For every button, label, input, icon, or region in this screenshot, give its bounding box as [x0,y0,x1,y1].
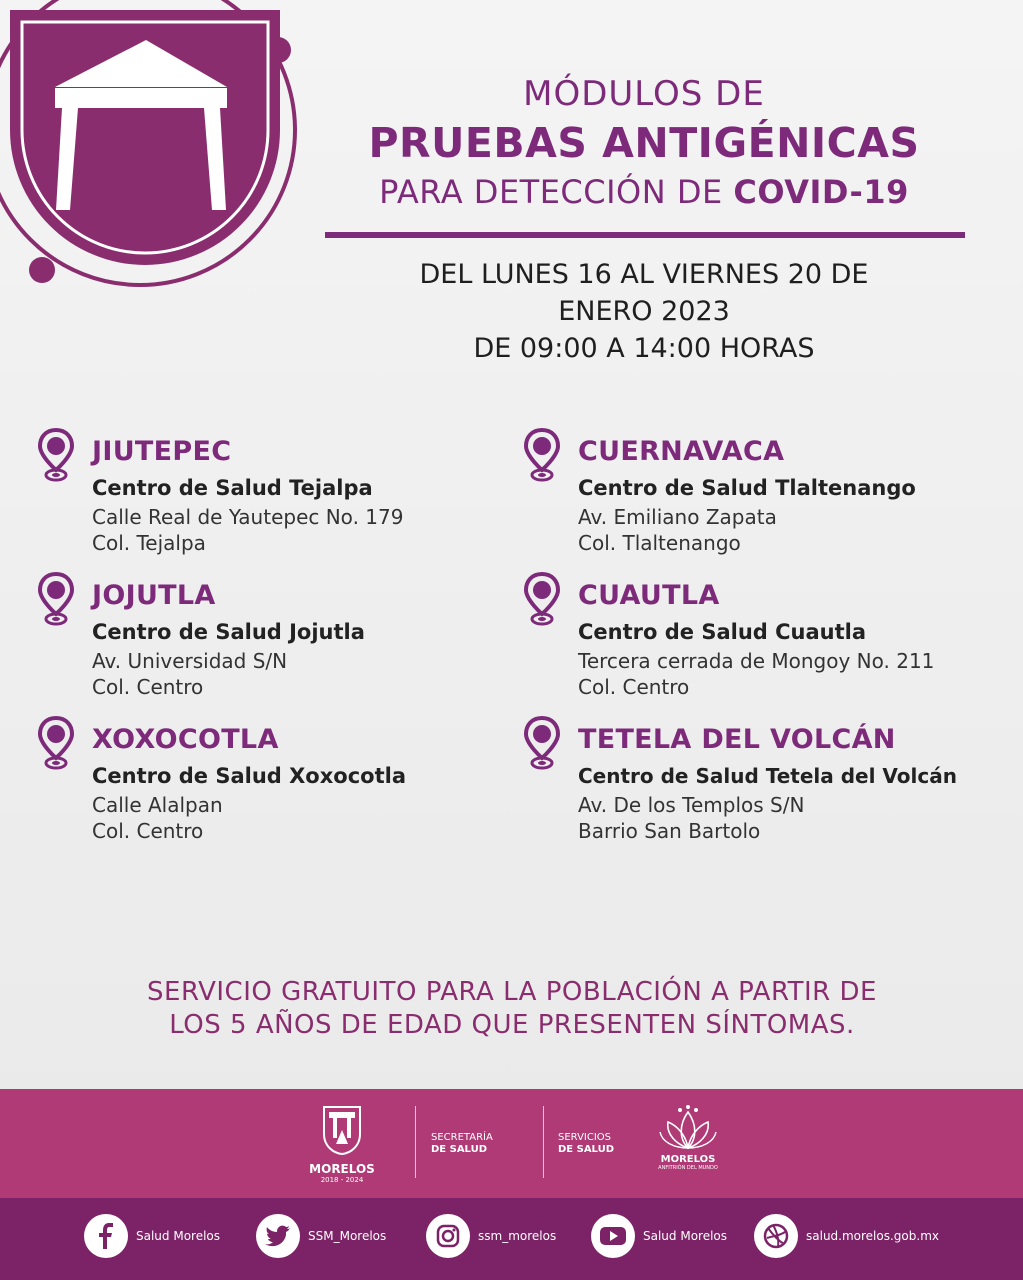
anfitrion-tagline: ANFITRIÓN DEL MUNDO [658,1165,718,1171]
location-colony: Col. Tlaltenango [578,531,741,555]
social-instagram[interactable] [426,1213,556,1259]
service-line1: SERVICIO GRATUITO PARA LA POBLACIÓN A PARTIR DE [147,977,877,1007]
social-label[interactable]: Salud Morelos [643,1229,728,1243]
title-divider [325,232,965,238]
location-address: Calle Real de Yautepec No. 179 [92,505,404,529]
logo-separator [543,1106,544,1178]
servicios-line1: SERVICIOS [558,1132,612,1143]
location-city: TETELA DEL VOLCÁN [578,724,896,755]
location-city: JOJUTLA [92,580,216,611]
morelos-logo [302,1104,382,1184]
anfitrion-name: MORELOS [660,1154,716,1165]
location-colony: Barrio San Bartolo [578,819,761,843]
schedule [330,256,958,367]
schedule-line1: DEL LUNES 16 AL VIERNES 20 DE [419,259,869,290]
title-line1: MÓDULOS DE [523,74,765,114]
social-label[interactable]: ssm_morelos [478,1229,557,1243]
secretaria-line1: SECRETARÍA [431,1132,493,1143]
schedule-line3: DE 09:00 A 14:00 HORAS [473,333,815,364]
title-line3: PARA DETECCIÓN DE COVID-19 [379,173,909,211]
map-pin-icon [38,716,74,772]
title-block [320,72,968,214]
location-center: Centro de Salud Xoxocotla [92,764,406,788]
social-website[interactable] [754,1213,939,1259]
map-pin-icon [38,572,74,628]
title-line2: PRUEBAS ANTIGÉNICAS [368,119,920,167]
instagram-icon[interactable] [426,1214,470,1258]
service-notice [40,976,984,1042]
schedule-line2: ENERO 2023 [558,296,730,327]
map-pin-icon [524,428,560,484]
map-pin-icon [524,572,560,628]
social-facebook[interactable] [84,1213,220,1259]
map-pin-icon [524,716,560,772]
location-center: Centro de Salud Jojutla [92,620,365,644]
social-youtube[interactable] [591,1213,727,1259]
location-center: Centro de Salud Tejalpa [92,476,373,500]
location-colony: Col. Centro [92,675,204,699]
web-icon[interactable] [754,1214,798,1258]
facebook-icon[interactable] [84,1214,128,1258]
servicios-logo [558,1132,614,1156]
location-colony: Col. Centro [578,675,690,699]
location-address: Av. Emiliano Zapata [578,505,777,529]
secretaria-line2: DE SALUD [431,1144,487,1155]
location-city: JIUTEPEC [92,436,232,467]
location-center: Centro de Salud Tetela del Volcán [578,764,957,788]
location-address: Calle Alalpan [92,793,223,817]
location-colony: Col. Centro [92,819,204,843]
morelos-years: 2018 - 2024 [320,1176,364,1184]
location-city: CUERNAVACA [578,436,785,467]
location-center: Centro de Salud Cuautla [578,620,867,644]
lotus-flower-icon [658,1104,718,1150]
location-address: Av. Universidad S/N [92,649,288,673]
location-city: XOXOCOTLA [92,724,279,755]
social-label[interactable]: salud.morelos.gob.mx [806,1229,939,1243]
location-colony: Col. Tejalpa [92,531,206,555]
tent-emblem-icon [0,0,320,314]
location-address: Tercera cerrada de Mongoy No. 211 [578,649,935,673]
logo-band [0,1089,1023,1198]
map-pin-icon [38,428,74,484]
morelos-anfitrion-logo [652,1104,724,1171]
morelos-name: MORELOS [309,1162,375,1176]
servicios-line2: DE SALUD [558,1144,614,1155]
social-twitter[interactable] [256,1213,386,1259]
location-city: CUAUTLA [578,580,720,611]
location-center: Centro de Salud Tlaltenango [578,476,916,500]
morelos-shield-icon [321,1104,363,1156]
secretaria-logo [431,1132,493,1156]
twitter-icon[interactable] [256,1214,300,1258]
social-label[interactable]: Salud Morelos [136,1229,221,1243]
youtube-icon[interactable] [591,1214,635,1258]
service-line2: LOS 5 AÑOS DE EDAD QUE PRESENTEN SÍNTOMAS. [169,1010,855,1040]
social-label[interactable]: SSM_Morelos [308,1229,387,1243]
logo-separator [415,1106,416,1178]
location-address: Av. De los Templos S/N [578,793,805,817]
